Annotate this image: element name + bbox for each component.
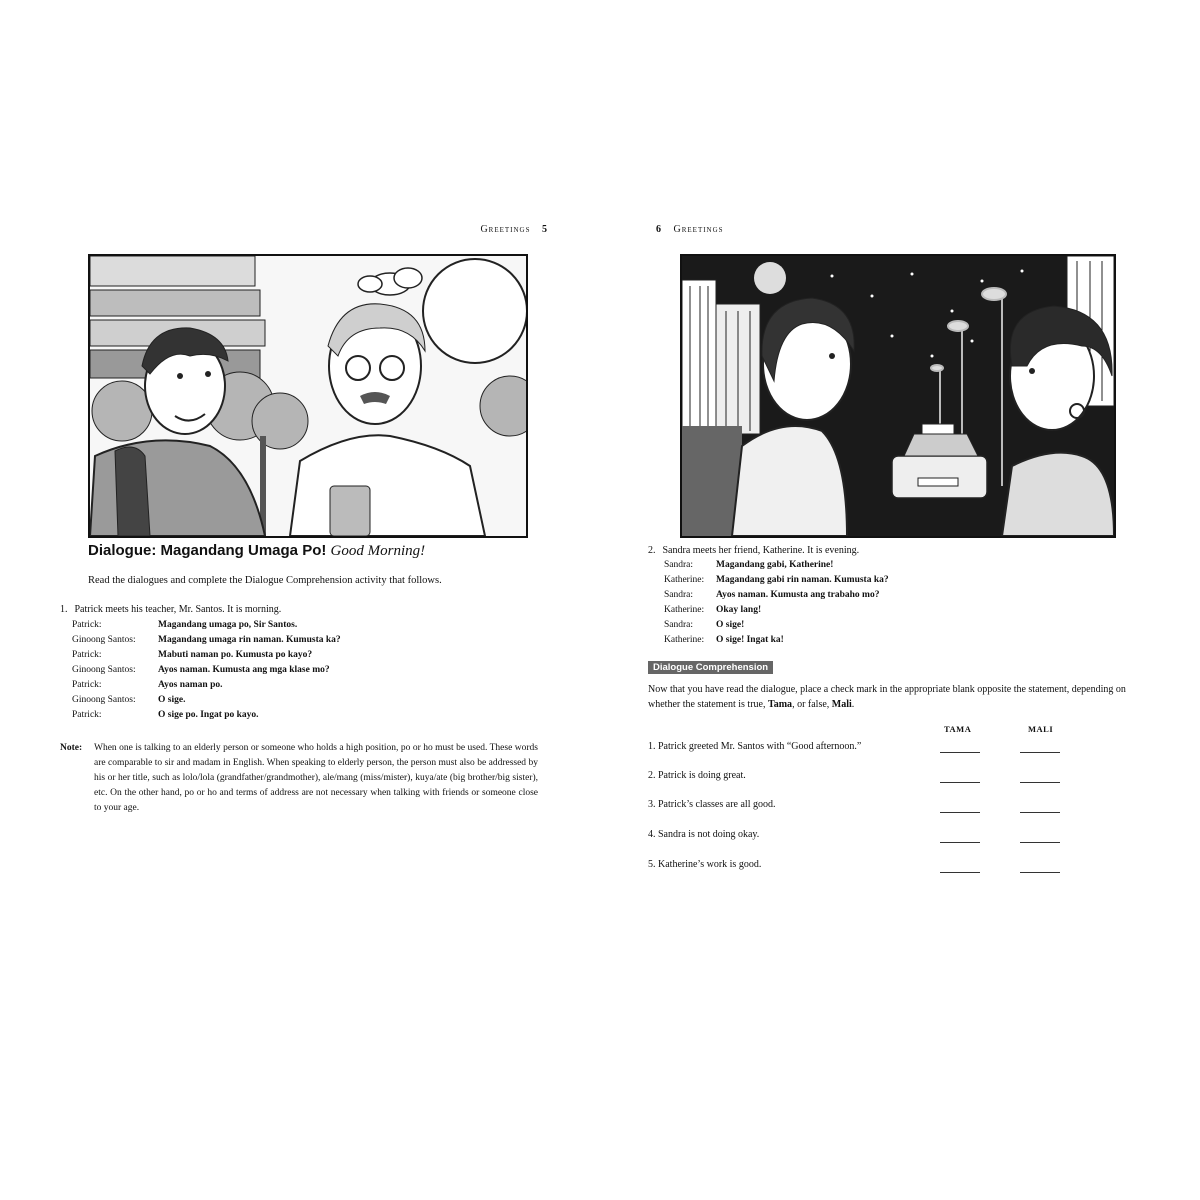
- line-text: O sige! Ingat ka!: [716, 635, 784, 645]
- statement-item: 1. Patrick greeted Mr. Santos with “Good afternoon.”: [648, 741, 862, 752]
- scene-intro-text: Patrick meets his teacher, Mr. Santos. It is morning.: [74, 604, 282, 615]
- true-blank[interactable]: [940, 842, 980, 843]
- comprehension-instructions: Now that you have read the dialogue, place a check mark in the appropriate blank opposite the statement, depending on whether the statement is true, Tama, or false, Mali.: [648, 684, 1126, 710]
- speaker: Ginoong Santos:: [72, 665, 136, 675]
- scene-number: 2.: [648, 545, 656, 556]
- dialogue-2-table: [664, 560, 889, 650]
- dialogue-1-table: [72, 620, 341, 725]
- statement-item: 5. Katherine’s work is good.: [648, 859, 762, 870]
- line-text: Mabuti naman po. Kumusta po kayo?: [158, 650, 313, 660]
- illustration-evening-art: [682, 256, 1114, 536]
- speaker: Katherine:: [664, 575, 705, 585]
- true-blank[interactable]: [940, 872, 980, 873]
- word-false: Mali: [831, 699, 852, 710]
- speaker: Patrick:: [72, 710, 102, 720]
- line-text: Magandang umaga po, Sir Santos.: [158, 620, 298, 630]
- line-text: Magandang umaga rin naman. Kumusta ka?: [158, 635, 341, 645]
- line-text: Ayos naman po.: [158, 680, 223, 690]
- statement-item: 2. Patrick is doing great.: [648, 770, 746, 781]
- dialogue-line: [72, 620, 341, 635]
- instructions-start: Now that you have read the dialogue, place a check mark in the appropriate blank opposite the statement, depending on whether the statement is true,: [648, 684, 1126, 710]
- false-blank[interactable]: [1020, 752, 1060, 753]
- column-header-true: TAMA: [944, 724, 972, 734]
- dialogue-line: [664, 575, 889, 590]
- dialogue-line: [664, 635, 889, 650]
- instructions-mid: , or false,: [792, 699, 832, 710]
- dialogue-instructions: Read the dialogues and complete the Dialogue Comprehension activity that follows.: [88, 575, 442, 586]
- line-text: Ayos naman. Kumusta ang mga klase mo?: [158, 665, 330, 675]
- note-text: When one is talking to an elderly person or someone who holds a high position, po or ho must be used. These words are comparable to sir and madam in English. When speaking to elderly person, the person must also be addressed by his or her title, such as lolo/lola (grandfather/grandmother), ale/mang (miss/mister), kuya/ate (big brother/big sister), etc. On the other hand, po or ho and terms of address are not necessary when talking with friends or someone close to your age.: [94, 743, 538, 813]
- speaker: Patrick:: [72, 650, 102, 660]
- dialogue-line: [664, 590, 889, 605]
- true-blank[interactable]: [940, 752, 980, 753]
- dialogue-title-main: Dialogue: Magandang Umaga Po!: [88, 542, 331, 559]
- dialogue-title: [88, 542, 425, 560]
- statement-item: 3. Patrick’s classes are all good.: [648, 799, 776, 810]
- moon-shape: [754, 262, 786, 294]
- line-text: Magandang gabi rin naman. Kumusta ka?: [716, 575, 889, 585]
- dialogue-line: [72, 680, 341, 695]
- scene-intro-text: Sandra meets her friend, Katherine. It is evening.: [662, 545, 860, 556]
- speaker: Ginoong Santos:: [72, 695, 136, 705]
- line-text: Magandang gabi, Katherine!: [716, 560, 834, 570]
- false-blank[interactable]: [1020, 782, 1060, 783]
- note-label: Note:: [60, 743, 83, 753]
- note-block: [60, 741, 538, 816]
- page-number: 6: [656, 224, 662, 235]
- speaker: Patrick:: [72, 620, 102, 630]
- scene-1-intro: [60, 604, 281, 615]
- illustration-evening-greeting: [680, 254, 1116, 538]
- dialogue-line: [72, 650, 341, 665]
- dialogue-line: [664, 560, 889, 575]
- running-head-title: Greetings: [673, 224, 724, 235]
- dialogue-line: [664, 605, 889, 620]
- speaker: Sandra:: [664, 560, 694, 570]
- speaker: Katherine:: [664, 635, 705, 645]
- speaker: Ginoong Santos:: [72, 635, 136, 645]
- speaker: Sandra:: [664, 620, 694, 630]
- line-text: O sige.: [158, 695, 186, 705]
- false-blank[interactable]: [1020, 812, 1060, 813]
- running-head-left: [480, 224, 556, 235]
- statement-item: 4. Sandra is not doing okay.: [648, 829, 760, 840]
- scene-2-intro: [648, 545, 859, 556]
- running-head-right: [648, 224, 724, 235]
- dialogue-line: [72, 635, 341, 650]
- dialogue-line: [72, 665, 341, 680]
- line-text: O sige!: [716, 620, 745, 630]
- dialogue-line: [72, 710, 341, 725]
- speaker: Patrick:: [72, 680, 102, 690]
- dialogue-line: [664, 620, 889, 635]
- dialogue-title-english: Good Morning!: [330, 543, 426, 559]
- line-text: Ayos naman. Kumusta ang trabaho mo?: [716, 590, 880, 600]
- false-blank[interactable]: [1020, 842, 1060, 843]
- page-number: 5: [542, 224, 548, 235]
- true-blank[interactable]: [940, 812, 980, 813]
- sun-shape: [423, 259, 526, 363]
- word-true: Tama: [767, 699, 793, 710]
- true-blank[interactable]: [940, 782, 980, 783]
- column-header-false: MALI: [1028, 724, 1054, 734]
- running-head-title: Greetings: [480, 224, 531, 235]
- scene-number: 1.: [60, 604, 68, 615]
- comprehension-heading: Dialogue Comprehension: [648, 661, 773, 674]
- illustration-morning-greeting: [88, 254, 528, 538]
- speaker: Sandra:: [664, 590, 694, 600]
- illustration-morning-art: [90, 256, 526, 536]
- false-blank[interactable]: [1020, 872, 1060, 873]
- line-text: Okay lang!: [716, 605, 762, 615]
- line-text: O sige po. Ingat po kayo.: [158, 710, 259, 720]
- dialogue-line: [72, 695, 341, 710]
- speaker: Katherine:: [664, 605, 705, 615]
